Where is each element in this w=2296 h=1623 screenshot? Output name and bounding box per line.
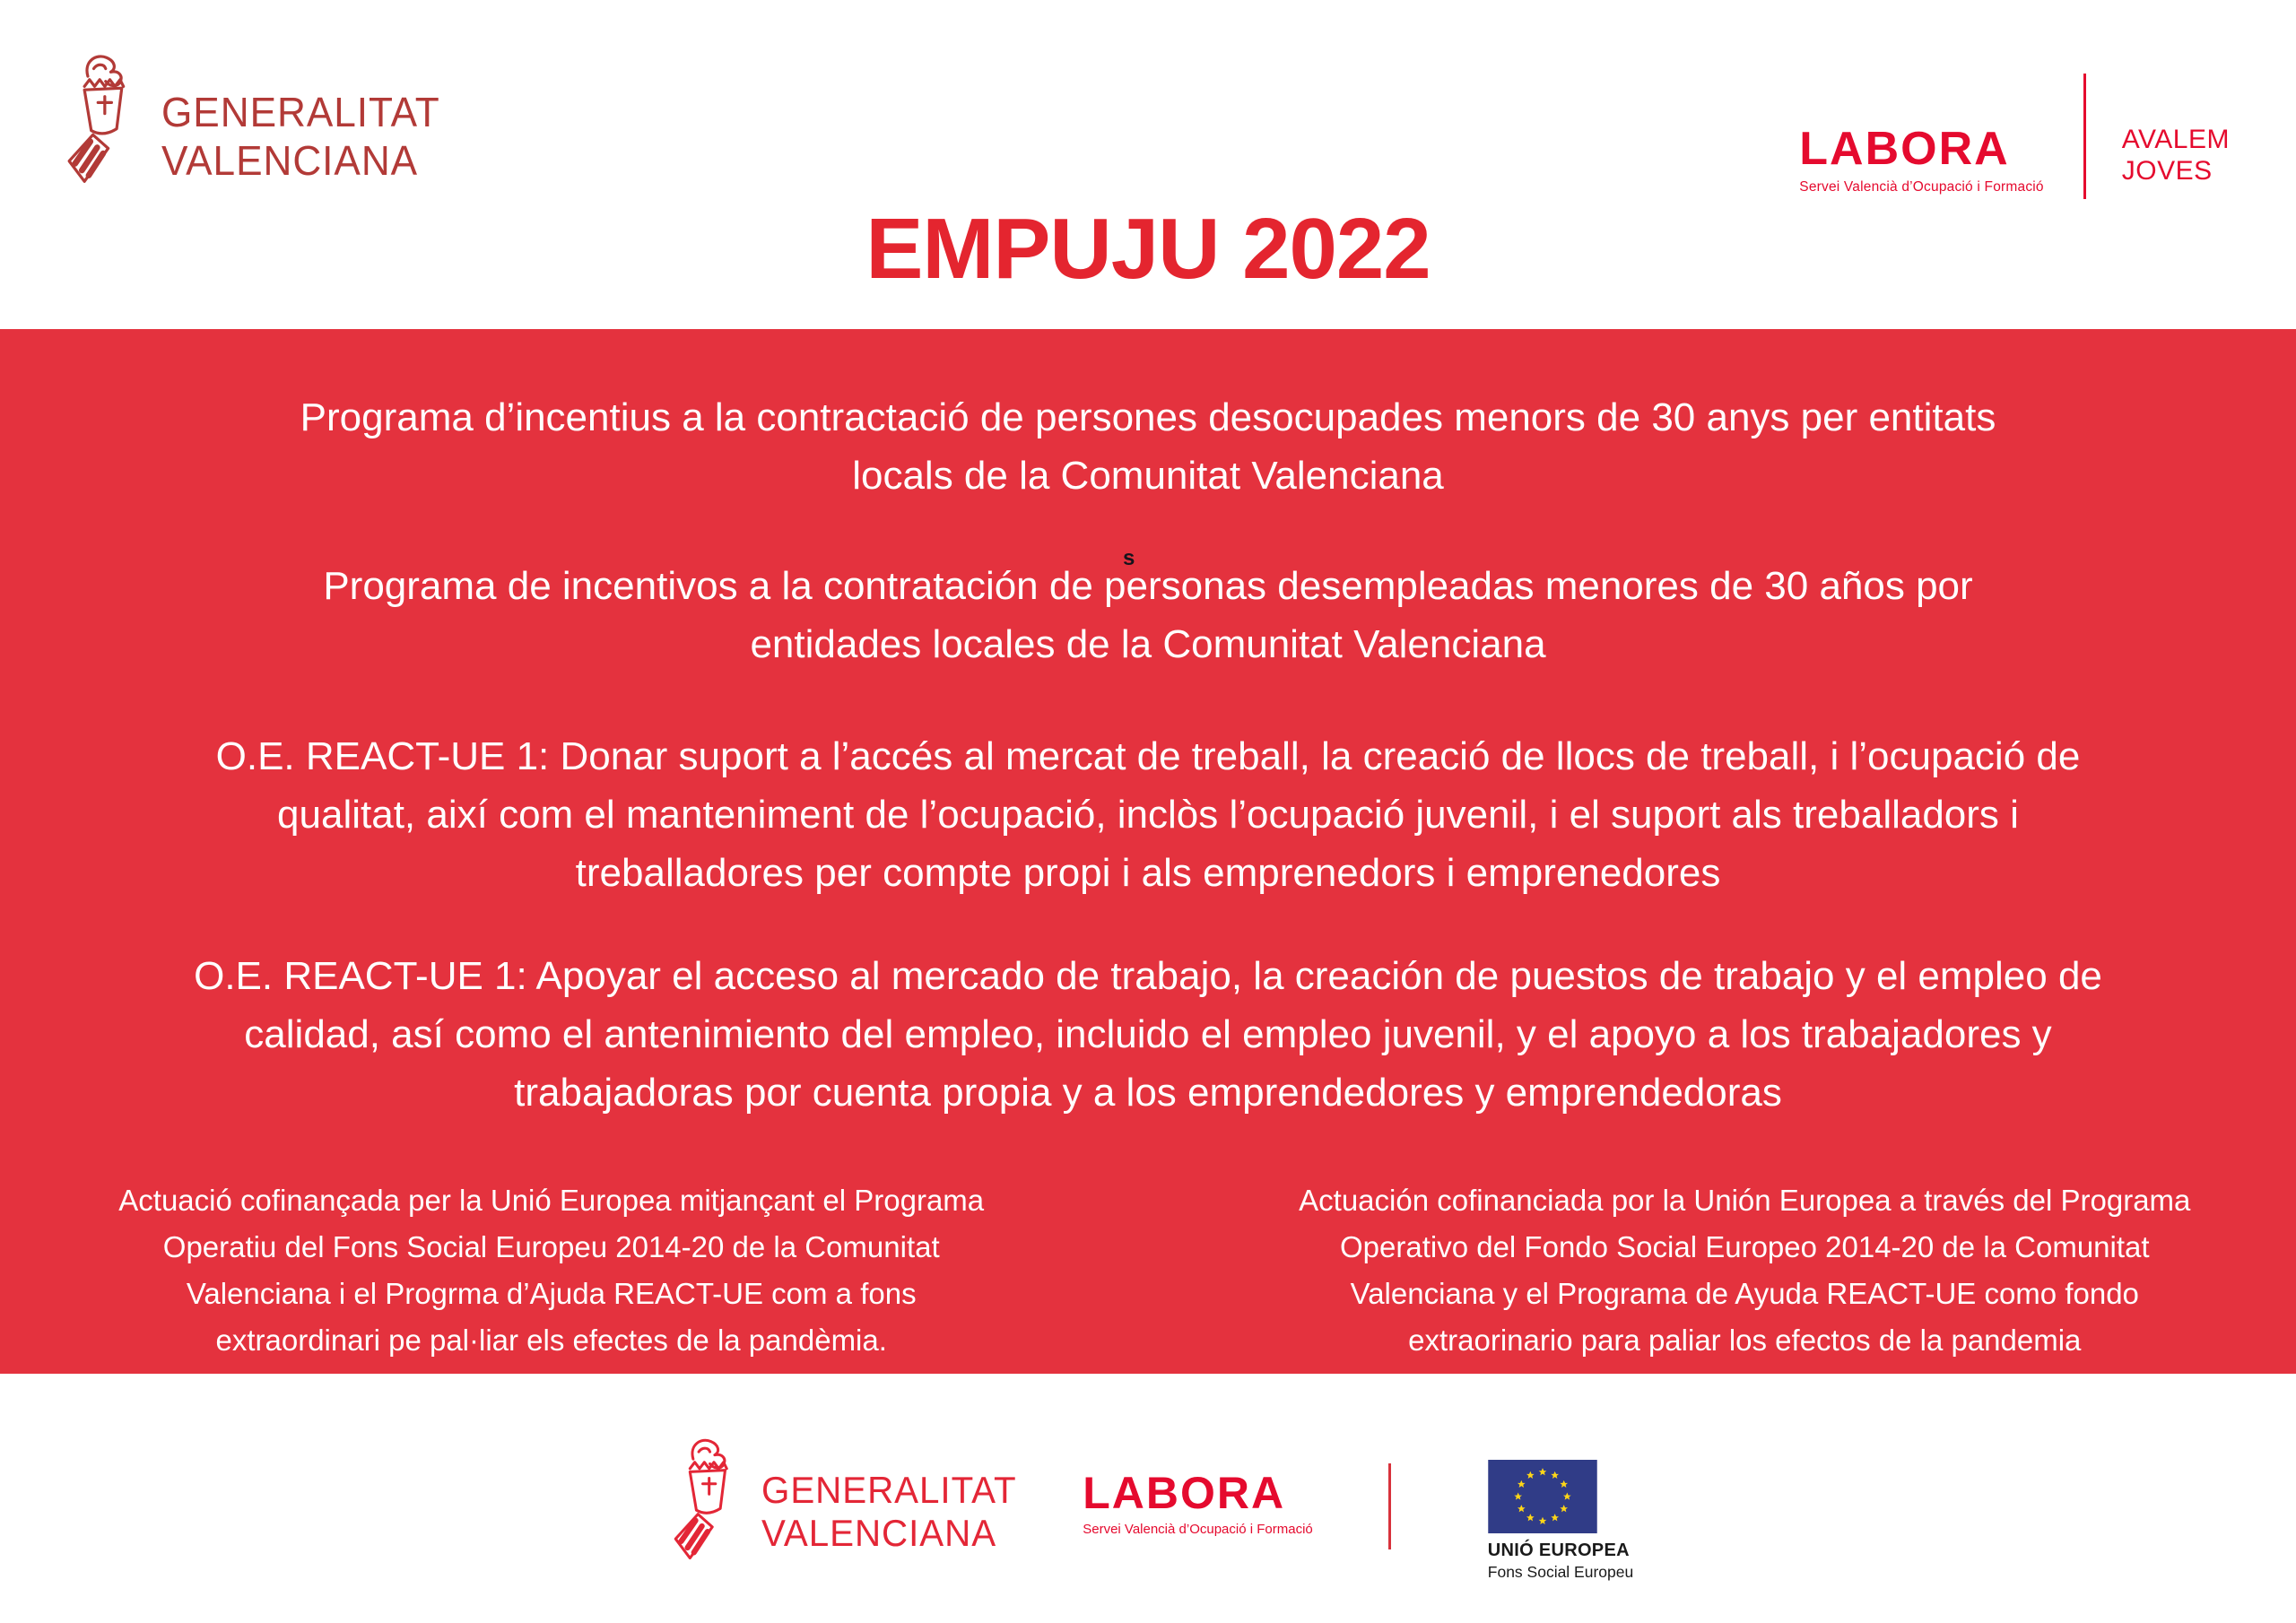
paragraph-line: trabajadoras por cuenta propia y a los emprendedores y emprendedoras <box>514 1071 1782 1115</box>
eu-label-line1: UNIÓ EUROPEA <box>1487 1541 1630 1560</box>
stray-superscript-s: s <box>1123 546 1135 570</box>
header-vertical-divider <box>2083 74 2086 199</box>
paragraph-objective-valencian <box>0 727 2296 902</box>
funding-notes-row <box>0 1177 2296 1364</box>
footer-logos-row <box>0 1431 2296 1582</box>
page-title: EMPUJU 2022 <box>865 201 1431 297</box>
paragraph-objective-spanish <box>0 947 2296 1122</box>
gv-logo-text <box>761 1469 1017 1555</box>
funding-line: Valenciana i el Progrma d’Ajuda REACT-UE com a fons <box>186 1277 917 1310</box>
generalitat-valenciana-logo-footer <box>663 1431 1028 1576</box>
labora-wordmark: LABORA <box>1083 1468 1286 1518</box>
labora-subtitle: Servei Valencià d’Ocupació i Formació <box>1083 1522 1313 1537</box>
generalitat-valenciana-logo <box>56 47 452 201</box>
gv-logo-text <box>161 88 440 185</box>
funding-line: extraordinari pe pal·liar els efectes de la pandèmia. <box>215 1324 887 1357</box>
gv-logo-line2: VALENCIANA <box>761 1512 996 1554</box>
paragraph-line: qualitat, així com el manteniment de l’ocupació, inclòs l’ocupació juvenil, i el suport als treballadors i <box>277 793 2019 837</box>
paragraph-line: entidades locales de la Comunitat Valenciana <box>750 622 1546 666</box>
header <box>0 0 2296 329</box>
paragraph-line: treballadores per compte propi i als emprenedors i emprenedores <box>575 851 1721 895</box>
gv-logo-line1: GENERALITAT <box>761 1469 1017 1511</box>
red-content-band <box>0 329 2296 1374</box>
paragraph-valencian-program <box>0 388 2296 505</box>
labora-logo <box>1799 72 2043 195</box>
eu-funding-logo <box>1488 1460 1633 1582</box>
labora-wordmark: LABORA <box>1799 123 2010 175</box>
paragraph-line: locals de la Comunitat Valenciana <box>852 454 1444 498</box>
labora-logo-footer <box>1083 1468 1313 1537</box>
paragraph-line: O.E. REACT-UE 1: Donar suport a l’accés al mercat de treball, la creació de llocs de treball, i l’ocupació de <box>215 734 2081 778</box>
avalem-line1: AVALEM <box>2121 125 2230 154</box>
paragraph-line: calidad, así como el antenimiento del empleo, incluido el empleo juvenil, y el apoyo a los trabajadores y <box>244 1012 2052 1056</box>
funding-note-valencian <box>43 1177 1059 1364</box>
eu-flag-icon <box>1488 1460 1633 1533</box>
funding-line: Actuación cofinanciada por la Unión Europea a través del Programa <box>1299 1184 2191 1217</box>
paragraph-line: O.E. REACT-UE 1: Apoyar el acceso al mercado de trabajo, la creación de puestos de trabajo y el empleo de <box>194 954 2102 998</box>
paragraph-line: Programa d’incentius a la contractació de persones desocupades menors de 30 anys per entitats <box>300 395 1996 439</box>
labora-subtitle: Servei Valencià d’Ocupació i Formació <box>1799 179 2044 195</box>
funding-line: Operatiu del Fons Social Europeu 2014-20 de la Comunitat <box>162 1230 940 1263</box>
funding-line: Operativo del Fondo Social Europeo 2014-20 de la Comunitat <box>1339 1230 2150 1263</box>
footer-vertical-divider <box>1388 1463 1391 1549</box>
avalem-line2: JOVES <box>2121 156 2213 186</box>
avalem-joves-logo <box>2122 124 2230 187</box>
funding-line: Valenciana y el Programa de Ayuda REACT-UE como fondo <box>1350 1277 2139 1310</box>
funding-line: extraorinario para paliar los efectos de la pandemia <box>1408 1324 2082 1357</box>
eu-label-line2: Fons Social Europeu <box>1487 1563 1634 1581</box>
footer <box>0 1374 2296 1623</box>
gv-coat-of-arms-icon <box>56 47 149 201</box>
labora-avalem-logo-group <box>1799 72 2230 199</box>
paragraph-line: Programa de incentivos a la contratación de personas desempleadas menores de 30 años por <box>323 564 1973 608</box>
funding-note-spanish <box>1237 1177 2253 1364</box>
gv-coat-of-arms-icon <box>663 1431 751 1576</box>
funding-line: Actuació cofinançada per la Unió Europea mitjançant el Programa <box>118 1184 985 1217</box>
gv-logo-line2: VALENCIANA <box>161 137 419 184</box>
gv-logo-line1: GENERALITAT <box>161 89 440 135</box>
paragraph-spanish-program <box>0 557 2296 673</box>
